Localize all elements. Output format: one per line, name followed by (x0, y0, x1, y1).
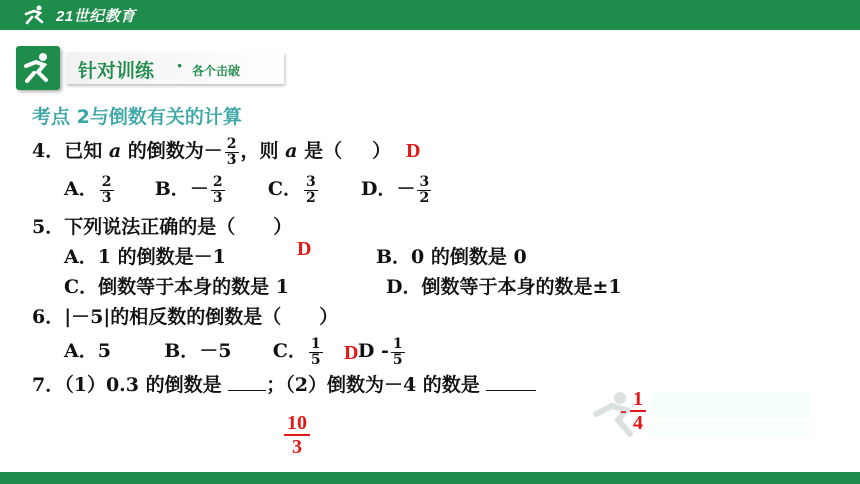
section-title: 考点 2与倒数有关的计算 (32, 106, 242, 128)
q6-option-c: C． $\frac{1}{5}$ (272, 335, 321, 368)
q5-stem: 5．下列说法正确的是（ ） (32, 216, 293, 238)
q7-stem: 7．（1）0.3 的倒数是 ；（2）倒数为－4 的数是 (32, 370, 536, 397)
header-title: 针对训练 (78, 60, 155, 82)
header-dot: · (176, 53, 184, 78)
logo-text: 21世纪教育 (56, 7, 136, 25)
q4-answer: D (406, 140, 421, 162)
q7-blank-1 (228, 380, 266, 391)
q6-option-a: A．5 (64, 340, 111, 362)
bottom-bar (0, 472, 860, 484)
q4-stem-fraction: $\frac{2}{3}$ (226, 135, 237, 168)
q4-option-d: D．－ $\frac{3}{2}$ (360, 173, 430, 206)
top-bar (0, 0, 860, 30)
q5-answer: D (297, 238, 312, 260)
q6-answer: D (344, 342, 359, 364)
q5-option-a: A．1 的倒数是－1 (64, 246, 226, 268)
q4-option-c: C． $\frac{3}{2}$ (267, 173, 316, 206)
q4-options (64, 174, 433, 206)
q4-option-a: A． $\frac{2}{3}$ (64, 173, 112, 206)
q7-answer-1: $\frac{10}{3}$ (284, 412, 310, 458)
runner-icon (16, 46, 60, 90)
section-header (16, 46, 286, 92)
q5-option-d: D．倒数等于本身的数是±1 (386, 276, 622, 298)
q7-answer-2: $\frac{1}{4}$ (630, 388, 646, 434)
runner-logo-icon (22, 5, 50, 25)
q5-option-b: B．0 的倒数是 0 (376, 246, 527, 268)
header-subtitle: 各个击破 (192, 64, 241, 78)
header-tile (16, 46, 60, 90)
q4-stem: 4．已知 a 的倒数为－ $\frac{2}{3}$ ，则 a 是（ ） (32, 135, 392, 168)
logo (22, 4, 136, 26)
q7-answer-2-sign: - (620, 400, 627, 422)
q5-option-c: C．倒数等于本身的数是 1 (64, 276, 289, 298)
q7-blank-2 (486, 380, 536, 391)
q6-option-b: B．－5 (164, 340, 232, 362)
q4-option-b: B．－ $\frac{2}{3}$ (154, 173, 223, 206)
q6-stem: 6．|－5|的相反数的倒数是（ ） (32, 306, 339, 328)
q6-option-d: D - $\frac{1}{5}$ (357, 335, 403, 368)
